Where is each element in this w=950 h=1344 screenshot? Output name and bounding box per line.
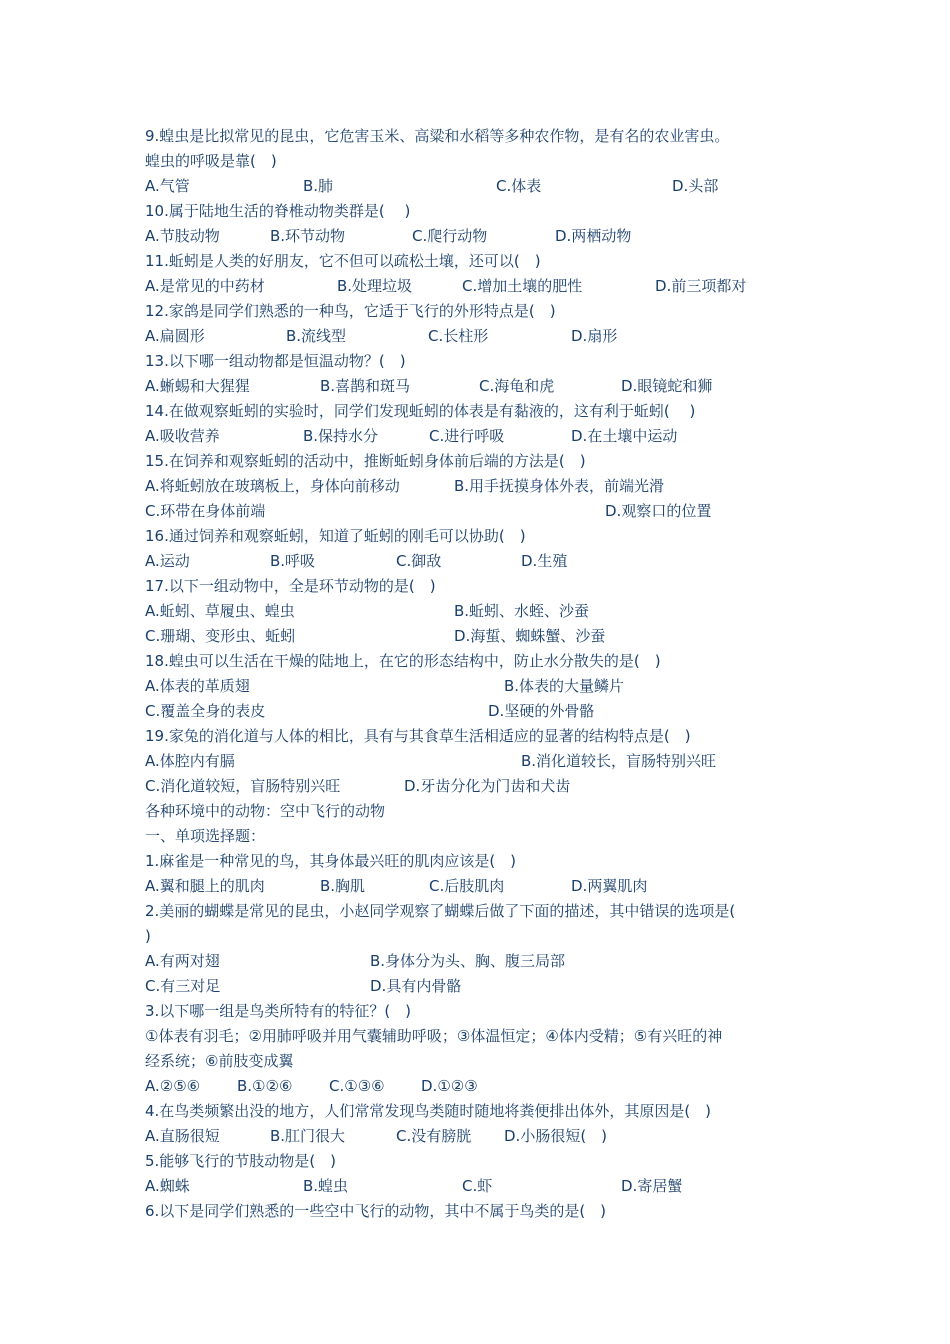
question-10-options — [145, 224, 825, 249]
question-14-options — [145, 424, 825, 449]
part2-question-5-options — [145, 1174, 825, 1199]
option-d: D.眼镜蛇和狮 — [621, 377, 713, 395]
option-b: B.肛门很大 — [270, 1127, 346, 1145]
part2-question-2-options-row2 — [145, 974, 825, 999]
part2-question-6-stem: 6.以下是同学们熟悉的一些空中飞行的动物，其中不属于鸟类的是( ) — [145, 1202, 607, 1220]
option-d: D.小肠很短( ) — [504, 1127, 608, 1145]
question-15-options-row1 — [145, 474, 825, 499]
option-b: B.肺 — [303, 177, 334, 195]
option-a: A.有两对翅 — [145, 952, 220, 970]
option-b: B.呼吸 — [270, 552, 316, 570]
option-c: C.御敌 — [396, 552, 442, 570]
part2-question-3-options — [145, 1074, 825, 1099]
section-title: 各种环境中的动物：空中飞行的动物 — [145, 802, 386, 820]
option-c: C.珊瑚、变形虫、蚯蚓 — [145, 627, 296, 645]
option-a: A.蜘蛛 — [145, 1177, 190, 1195]
question-9-options — [145, 174, 825, 199]
option-b: B.体表的大量鳞片 — [504, 677, 625, 695]
option-d: D.生殖 — [521, 552, 568, 570]
option-a: A.将蚯蚓放在玻璃板上，身体向前移动 — [145, 477, 400, 495]
question-16-stem: 16.通过饲养和观察蚯蚓，知道了蚯蚓的刚毛可以协助( ) — [145, 527, 526, 545]
part2-question-3-description: ①体表有羽毛；②用肺呼吸并用气囊辅助呼吸；③体温恒定；④体内受精；⑤有兴旺的神 — [145, 1027, 723, 1045]
question-11-stem: 11.蚯蚓是人类的好朋友，它不但可以疏松土壤，还可以( ) — [145, 252, 541, 270]
option-a: A.②⑤⑥ — [145, 1077, 201, 1095]
option-a: A.节肢动物 — [145, 227, 220, 245]
option-d: D.前三项都对 — [655, 277, 747, 295]
option-b: B.流线型 — [286, 327, 347, 345]
question-18-stem: 18.蝗虫可以生活在干燥的陆地上，在它的形态结构中，防止水分散失的是( ) — [145, 652, 661, 670]
part2-question-3-stem: 3.以下哪一组是鸟类所特有的特征？( ) — [145, 1002, 412, 1020]
part2-question-2-stem: 2.美丽的蝴蝶是常见的昆虫，小赵同学观察了蝴蝶后做了下面的描述，其中错误的选项是( — [145, 902, 736, 920]
question-14-stem: 14.在做观察蚯蚓的实验时，同学们发现蚯蚓的体表是有黏液的，这有利于蚯蚓( ) — [145, 402, 696, 420]
option-b: B.①②⑥ — [237, 1077, 293, 1095]
option-c: C.进行呼吸 — [429, 427, 505, 445]
option-c: C.后肢肌肉 — [429, 877, 505, 895]
question-19-options-row2 — [145, 774, 825, 799]
option-b: B.蚯蚓、水蛭、沙蚕 — [454, 602, 590, 620]
option-c: C.没有膀胱 — [396, 1127, 472, 1145]
option-c: C.海龟和虎 — [479, 377, 555, 395]
question-11-options — [145, 274, 825, 299]
option-d: D.牙齿分化为门齿和犬齿 — [404, 777, 571, 795]
option-b: B.处理垃圾 — [337, 277, 413, 295]
question-15-options-row2 — [145, 499, 825, 524]
option-a: A.蚯蚓、草履虫、蝗虫 — [145, 602, 295, 620]
option-b: B.喜鹊和斑马 — [320, 377, 411, 395]
question-15-stem: 15.在饲养和观察蚯蚓的活动中，推断蚯蚓身体前后端的方法是( ) — [145, 452, 586, 470]
option-d: D.在土壤中运动 — [571, 427, 678, 445]
option-a: A.直肠很短 — [145, 1127, 220, 1145]
option-b: B.蝗虫 — [303, 1177, 349, 1195]
option-b: B.身体分为头、胸、腹三局部 — [370, 952, 566, 970]
option-b: B.胸肌 — [320, 877, 366, 895]
option-a: A.是常见的中药材 — [145, 277, 265, 295]
part2-question-3-description-cont: 经系统；⑥前肢变成翼 — [145, 1052, 294, 1070]
option-d: D.两栖动物 — [555, 227, 632, 245]
option-b: B.消化道较长，盲肠特别兴旺 — [521, 752, 717, 770]
option-d: D.坚硬的外骨骼 — [488, 702, 595, 720]
option-d: D.海蜇、蜘蛛蟹、沙蚕 — [454, 627, 606, 645]
question-17-options-row2 — [145, 624, 825, 649]
option-c: C.爬行动物 — [412, 227, 488, 245]
part2-question-2-stem-cont: ) — [145, 927, 151, 945]
part2-question-1-options — [145, 874, 825, 899]
part2-question-4-options — [145, 1124, 825, 1149]
part2-question-2-options-row1 — [145, 949, 825, 974]
part2-question-1-stem: 1.麻雀是一种常见的鸟，其身体最兴旺的肌肉应该是( ) — [145, 852, 517, 870]
question-17-options-row1 — [145, 599, 825, 624]
question-9-stem-cont: 蝗虫的呼吸是靠( ) — [145, 152, 277, 170]
option-c: C.增加土壤的肥性 — [462, 277, 583, 295]
option-c: C.覆盖全身的表皮 — [145, 702, 266, 720]
part2-question-5-stem: 5.能够飞行的节肢动物是( ) — [145, 1152, 337, 1170]
question-13-options — [145, 374, 825, 399]
option-d: D.寄居蟹 — [621, 1177, 683, 1195]
question-18-options-row2 — [145, 699, 825, 724]
option-b: B.用手抚摸身体外表，前端光滑 — [454, 477, 665, 495]
question-12-stem: 12.家鸽是同学们熟悉的一种鸟，它适于飞行的外形特点是( ) — [145, 302, 556, 320]
option-d: D.具有内骨骼 — [370, 977, 462, 995]
option-a: A.体表的革质翅 — [145, 677, 250, 695]
question-9-stem: 9.蝗虫是比拟常见的昆虫，它危害玉米、高粱和水稻等多种农作物，是有名的农业害虫。 — [145, 127, 730, 145]
option-d: D.头部 — [672, 177, 719, 195]
option-c: C.虾 — [462, 1177, 493, 1195]
question-17-stem: 17.以下一组动物中，全是环节动物的是( ) — [145, 577, 436, 595]
part2-question-4-stem: 4.在鸟类频繁出没的地方，人们常常发现鸟类随时随地将粪便排出体外，其原因是( ) — [145, 1102, 712, 1120]
question-10-stem: 10.属于陆地生活的脊椎动物类群是( ) — [145, 202, 411, 220]
option-a: A.吸收营养 — [145, 427, 220, 445]
question-12-options — [145, 324, 825, 349]
option-b: B.环节动物 — [270, 227, 346, 245]
option-d: D.①②③ — [421, 1077, 478, 1095]
option-a: A.扁圆形 — [145, 327, 205, 345]
option-c: C.消化道较短，盲肠特别兴旺 — [145, 777, 341, 795]
question-19-stem: 19.家兔的消化道与人体的相比，具有与其食草生活相适应的显著的结构特点是( ) — [145, 727, 691, 745]
option-d: D.扇形 — [571, 327, 618, 345]
question-13-stem: 13.以下哪一组动物都是恒温动物？( ) — [145, 352, 406, 370]
option-c: C.①③⑥ — [329, 1077, 385, 1095]
option-d: D.两翼肌肉 — [571, 877, 648, 895]
option-a: A.翼和腿上的肌肉 — [145, 877, 265, 895]
option-c: C.长柱形 — [428, 327, 489, 345]
question-16-options — [145, 549, 825, 574]
option-c: C.环带在身体前端 — [145, 502, 266, 520]
subsection-title: 一、单项选择题： — [145, 827, 266, 845]
option-a: A.运动 — [145, 552, 190, 570]
option-c: C.体表 — [496, 177, 542, 195]
question-19-options-row1 — [145, 749, 825, 774]
option-c: C.有三对足 — [145, 977, 221, 995]
option-b: B.保持水分 — [303, 427, 379, 445]
option-a: A.体腔内有膈 — [145, 752, 235, 770]
option-a: A.蜥蜴和大猩猩 — [145, 377, 250, 395]
option-a: A.气管 — [145, 177, 190, 195]
question-18-options-row1 — [145, 674, 825, 699]
option-d: D.观察口的位置 — [605, 502, 712, 520]
